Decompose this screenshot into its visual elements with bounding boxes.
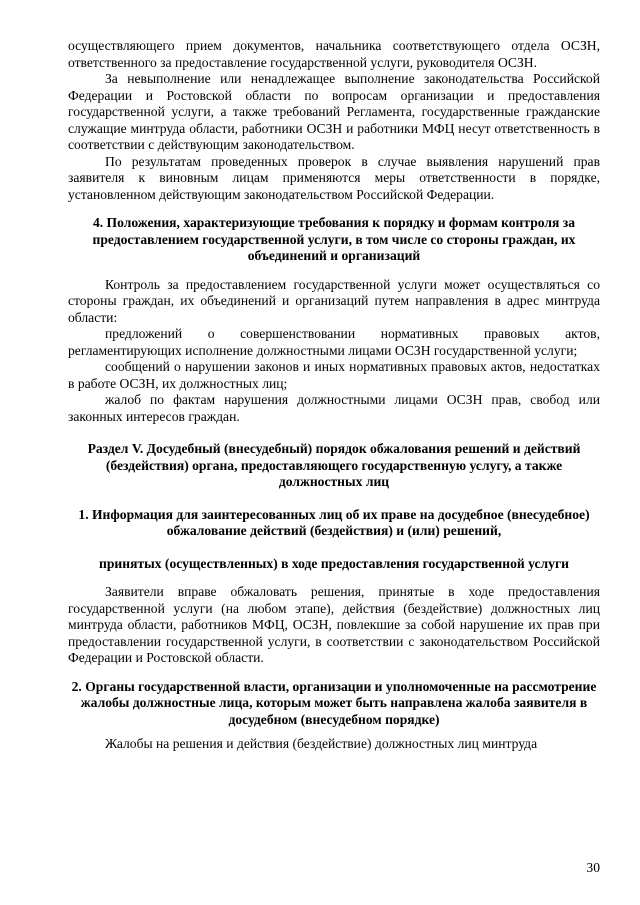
list-item-complaints: жалоб по фактам нарушения должностными лицами ОСЗН прав, свобод или законных интересов граждан.	[68, 392, 600, 424]
paragraph-complaints-start: Жалобы на решения и действия (бездействие) должностных лиц минтруда	[105, 736, 538, 751]
subsection-1-heading-continuation: принятых (осуществленных) в ходе предоставления государственной услуги	[99, 555, 569, 571]
subsection-2-heading: 2. Органы государственной власти, организации и уполномоченные на рассмотрение жалобы должностные лица, которым может быть направлена жалоба заявителя в досудебном (внесудебном порядке)	[71, 678, 597, 727]
paragraph-inspection-results: По результатам проведенных проверок в случае выявления нарушений прав заявителя к виновным лицам применяются меры ответственности в порядке, установленном действующим законодательством Российской Федерации.	[68, 153, 600, 202]
paragraph-responsibility: За невыполнение или ненадлежащее выполнение законодательства Российской Федерации и Ростовской области по вопросам организации и предоставления государственной услуги, а также требований Регламента, государственные гражданские служащие минтруда области, работники ОСЗН и работники МФЦ несут ответственность в соответствии с действующим законодательством.	[68, 71, 600, 152]
paragraph-appeal-right: Заявители вправе обжаловать решения, принятые в ходе предоставления государственной услуги (на любом этапе), действия (бездействие) должностных лиц минтруда области, работников МФЦ, ОСЗН, повлекшие за собой нарушение их прав при предоставлении государственной услуги, в соответствии с законодательством Российской Федерации и Ростовской области.	[68, 584, 600, 665]
subsection-1-heading: 1. Информация для заинтересованных лиц об их праве на досудебное (внесудебное) обжалование действий (бездействия) и (или) решений,	[78, 506, 590, 538]
list-item-reports: сообщений о нарушении законов и иных нормативных правовых актов, недостатках в работе ОСЗН, их должностных лиц;	[68, 359, 600, 391]
paragraph-continuation: осуществляющего прием документов, начальника соответствующего отдела ОСЗН, ответственного за предоставление государственной услуги, руководителя ОСЗН.	[68, 38, 600, 70]
section-4-heading: 4. Положения, характеризующие требования к порядку и формам контроля за предоставлением государственной услуги, в том числе со стороны граждан, их объединений и организаций	[92, 215, 576, 263]
paragraph-citizen-control: Контроль за предоставлением государственной услуги может осуществляться со стороны граждан, их объединений и организаций путем направления в адрес минтруда области:	[68, 276, 600, 325]
section-v-heading: Раздел V. Досудебный (внесудебный) порядок обжалования решений и действий (бездействия) органа, предоставляющего государственную услугу, а также должностных лиц	[87, 441, 581, 489]
page-number: 30	[586, 860, 600, 875]
list-item-proposals: предложений о совершенствовании нормативных правовых актов, регламентирующих исполнение должностными лицами ОСЗН государственной услуги;	[68, 326, 600, 358]
